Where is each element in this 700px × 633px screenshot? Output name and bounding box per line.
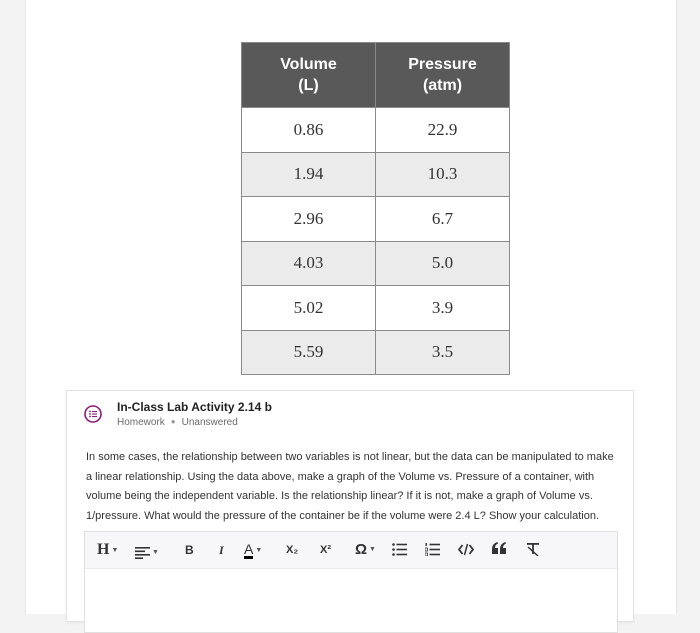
chevron-down-icon: ▼	[255, 546, 263, 554]
editor-toolbar	[85, 532, 617, 569]
question-text: In some cases, the relationship between two variables is not linear, but the data can be manipulated to make a linear relationship. Using the data above, make a graph of the Volume vs. Pressure of a container, with volume being the independent variable. Is the relationship linear? If it is not, make a graph of Volume vs. 1/pressure. What would the pressure of the container be if the volume were 2.4 L? Show your calculation.	[86, 451, 614, 522]
volume-pressure-table	[241, 42, 510, 375]
blockquote-button[interactable]	[492, 542, 506, 560]
font-color-button[interactable]	[244, 541, 262, 559]
subscript-button[interactable]: X₂	[286, 544, 299, 556]
quote-icon	[492, 542, 506, 554]
volume-cell: 2.96	[242, 197, 376, 242]
pressure-cell: 3.5	[376, 330, 510, 375]
volume-cell: 4.03	[242, 241, 376, 286]
italic-button[interactable]: I	[219, 543, 224, 557]
volume-cell: 1.94	[242, 152, 376, 197]
superscript-button[interactable]: X²	[320, 544, 331, 556]
table-row	[242, 241, 510, 286]
font-color-icon: A	[244, 541, 254, 557]
pressure-cell: 10.3	[376, 152, 510, 197]
clear-formatting-icon	[526, 543, 540, 556]
editor-content-area[interactable]	[85, 569, 617, 633]
pressure-cell: 6.7	[376, 197, 510, 242]
question-type: Homework	[117, 417, 165, 428]
bold-button[interactable]: B	[185, 543, 194, 557]
align-dropdown-button[interactable]	[135, 543, 159, 561]
question-meta	[117, 417, 238, 428]
special-character-button[interactable]: Ω ▼	[355, 541, 376, 558]
question-title: In-Class Lab Activity 2.14 b	[117, 400, 272, 414]
heading-dropdown-button[interactable]: H ▼	[97, 541, 119, 558]
table-row	[242, 330, 510, 375]
volume-cell: 5.59	[242, 330, 376, 375]
volume-cell: 0.86	[242, 108, 376, 153]
table-row	[242, 286, 510, 331]
table-row	[242, 108, 510, 153]
numbered-list-icon	[425, 543, 440, 556]
table-row	[242, 152, 510, 197]
align-left-icon	[135, 547, 150, 559]
pressure-cell: 5.0	[376, 241, 510, 286]
bullet-list-icon	[392, 543, 407, 556]
question-status: Unanswered	[181, 417, 238, 428]
pressure-cell: 22.9	[376, 108, 510, 153]
pressure-cell: 3.9	[376, 286, 510, 331]
numbered-list-button[interactable]	[425, 543, 440, 561]
table-row	[242, 197, 510, 242]
question-list-icon	[84, 405, 102, 423]
volume-cell: 5.02	[242, 286, 376, 331]
answer-editor[interactable]	[84, 531, 618, 633]
code-icon	[458, 543, 474, 556]
chevron-down-icon: ▼	[369, 546, 376, 554]
bullet-list-button[interactable]	[392, 543, 407, 561]
code-button[interactable]	[458, 543, 474, 561]
chevron-down-icon: ▼	[152, 548, 159, 556]
question-card	[66, 390, 634, 622]
clear-formatting-button[interactable]	[526, 543, 540, 561]
separator-dot: ●	[170, 417, 176, 426]
header-pressure: Pressure (atm)	[376, 43, 510, 108]
header-volume: Volume (L)	[242, 43, 376, 108]
chevron-down-icon: ▼	[111, 546, 119, 555]
